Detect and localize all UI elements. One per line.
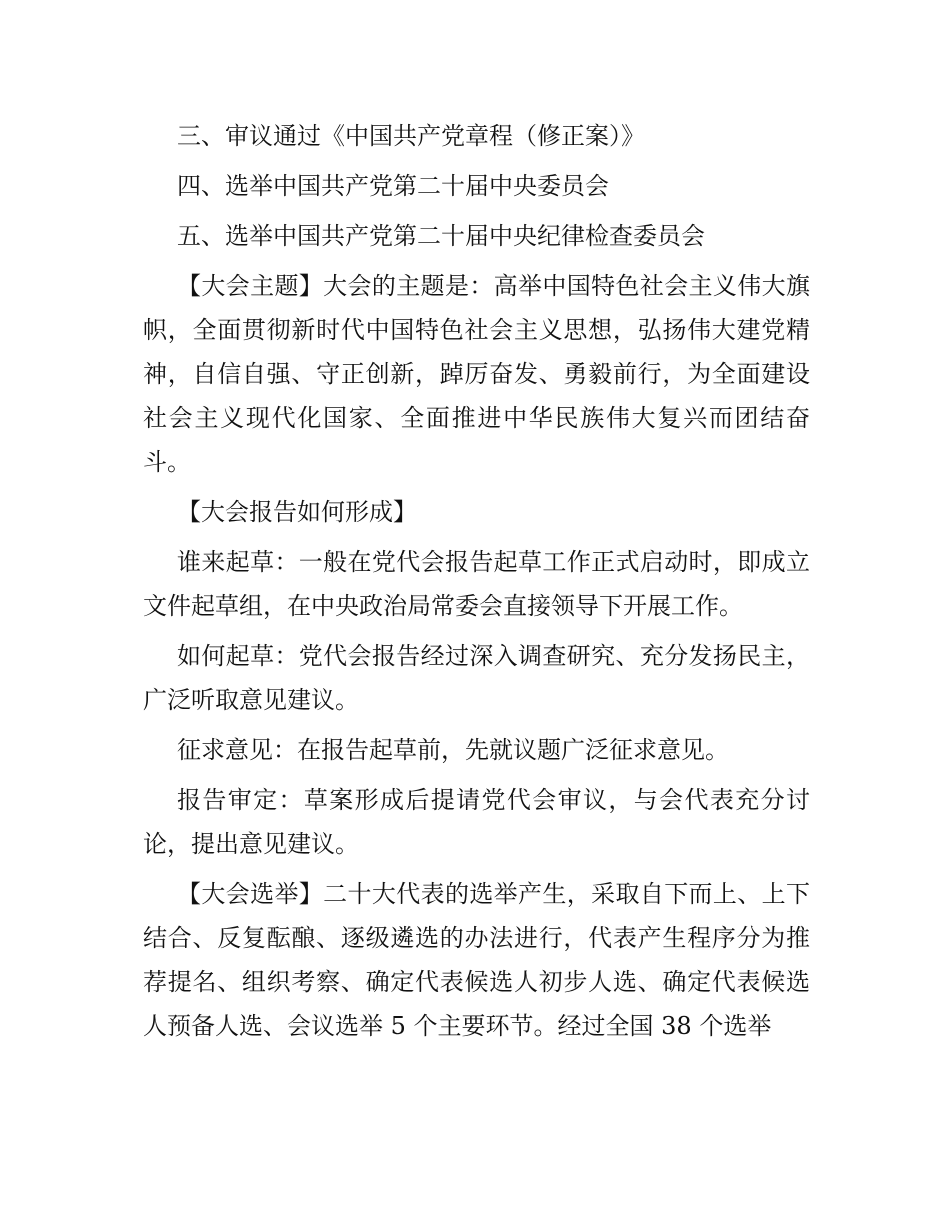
drafting-who-paragraph: 谁来起草：一般在党代会报告起草工作正式启动时，即成立文件起草组，在中央政治局常委会直接领导下开展工作。 [143, 548, 810, 620]
agenda-item-5: 五、选举中国共产党第二十届中央纪律检查委员会 [177, 222, 705, 250]
report-heading: 【大会报告如何形成】 [177, 498, 417, 526]
drafting-how-paragraph: 如何起草：党代会报告经过深入调查研究、充分发扬民主，广泛听取意见建议。 [143, 642, 810, 714]
agenda-item-3: 三、审议通过《中国共产党章程（修正案）》 [177, 122, 645, 150]
theme-paragraph: 【大会主题】大会的主题是：高举中国特色社会主义伟大旗帜，全面贯彻新时代中国特色社会主义思想，弘扬伟大建党精神，自信自强、守正创新，踔厉奋发、勇毅前行，为全面建设社会主义现代化国家、全面推进中华民族伟大复兴而团结奋斗。 [143, 272, 810, 476]
election-paragraph: 【大会选举】二十大代表的选举产生，采取自下而上、上下结合、反复酝酿、逐级遴选的办法进行，代表产生程序分为推荐提名、组织考察、确定代表候选人初步人选、确定代表候选人预备人选、会议选举 5 个主要环节。经过全国 38 个选举 [143, 880, 810, 1040]
document-body [143, 114, 810, 1054]
opinions-paragraph: 征求意见：在报告起草前，先就议题广泛征求意见。 [177, 736, 729, 764]
review-paragraph: 报告审定：草案形成后提请党代会审议，与会代表充分讨论，提出意见建议。 [143, 786, 810, 858]
agenda-item-4: 四、选举中国共产党第二十届中央委员会 [177, 172, 609, 200]
